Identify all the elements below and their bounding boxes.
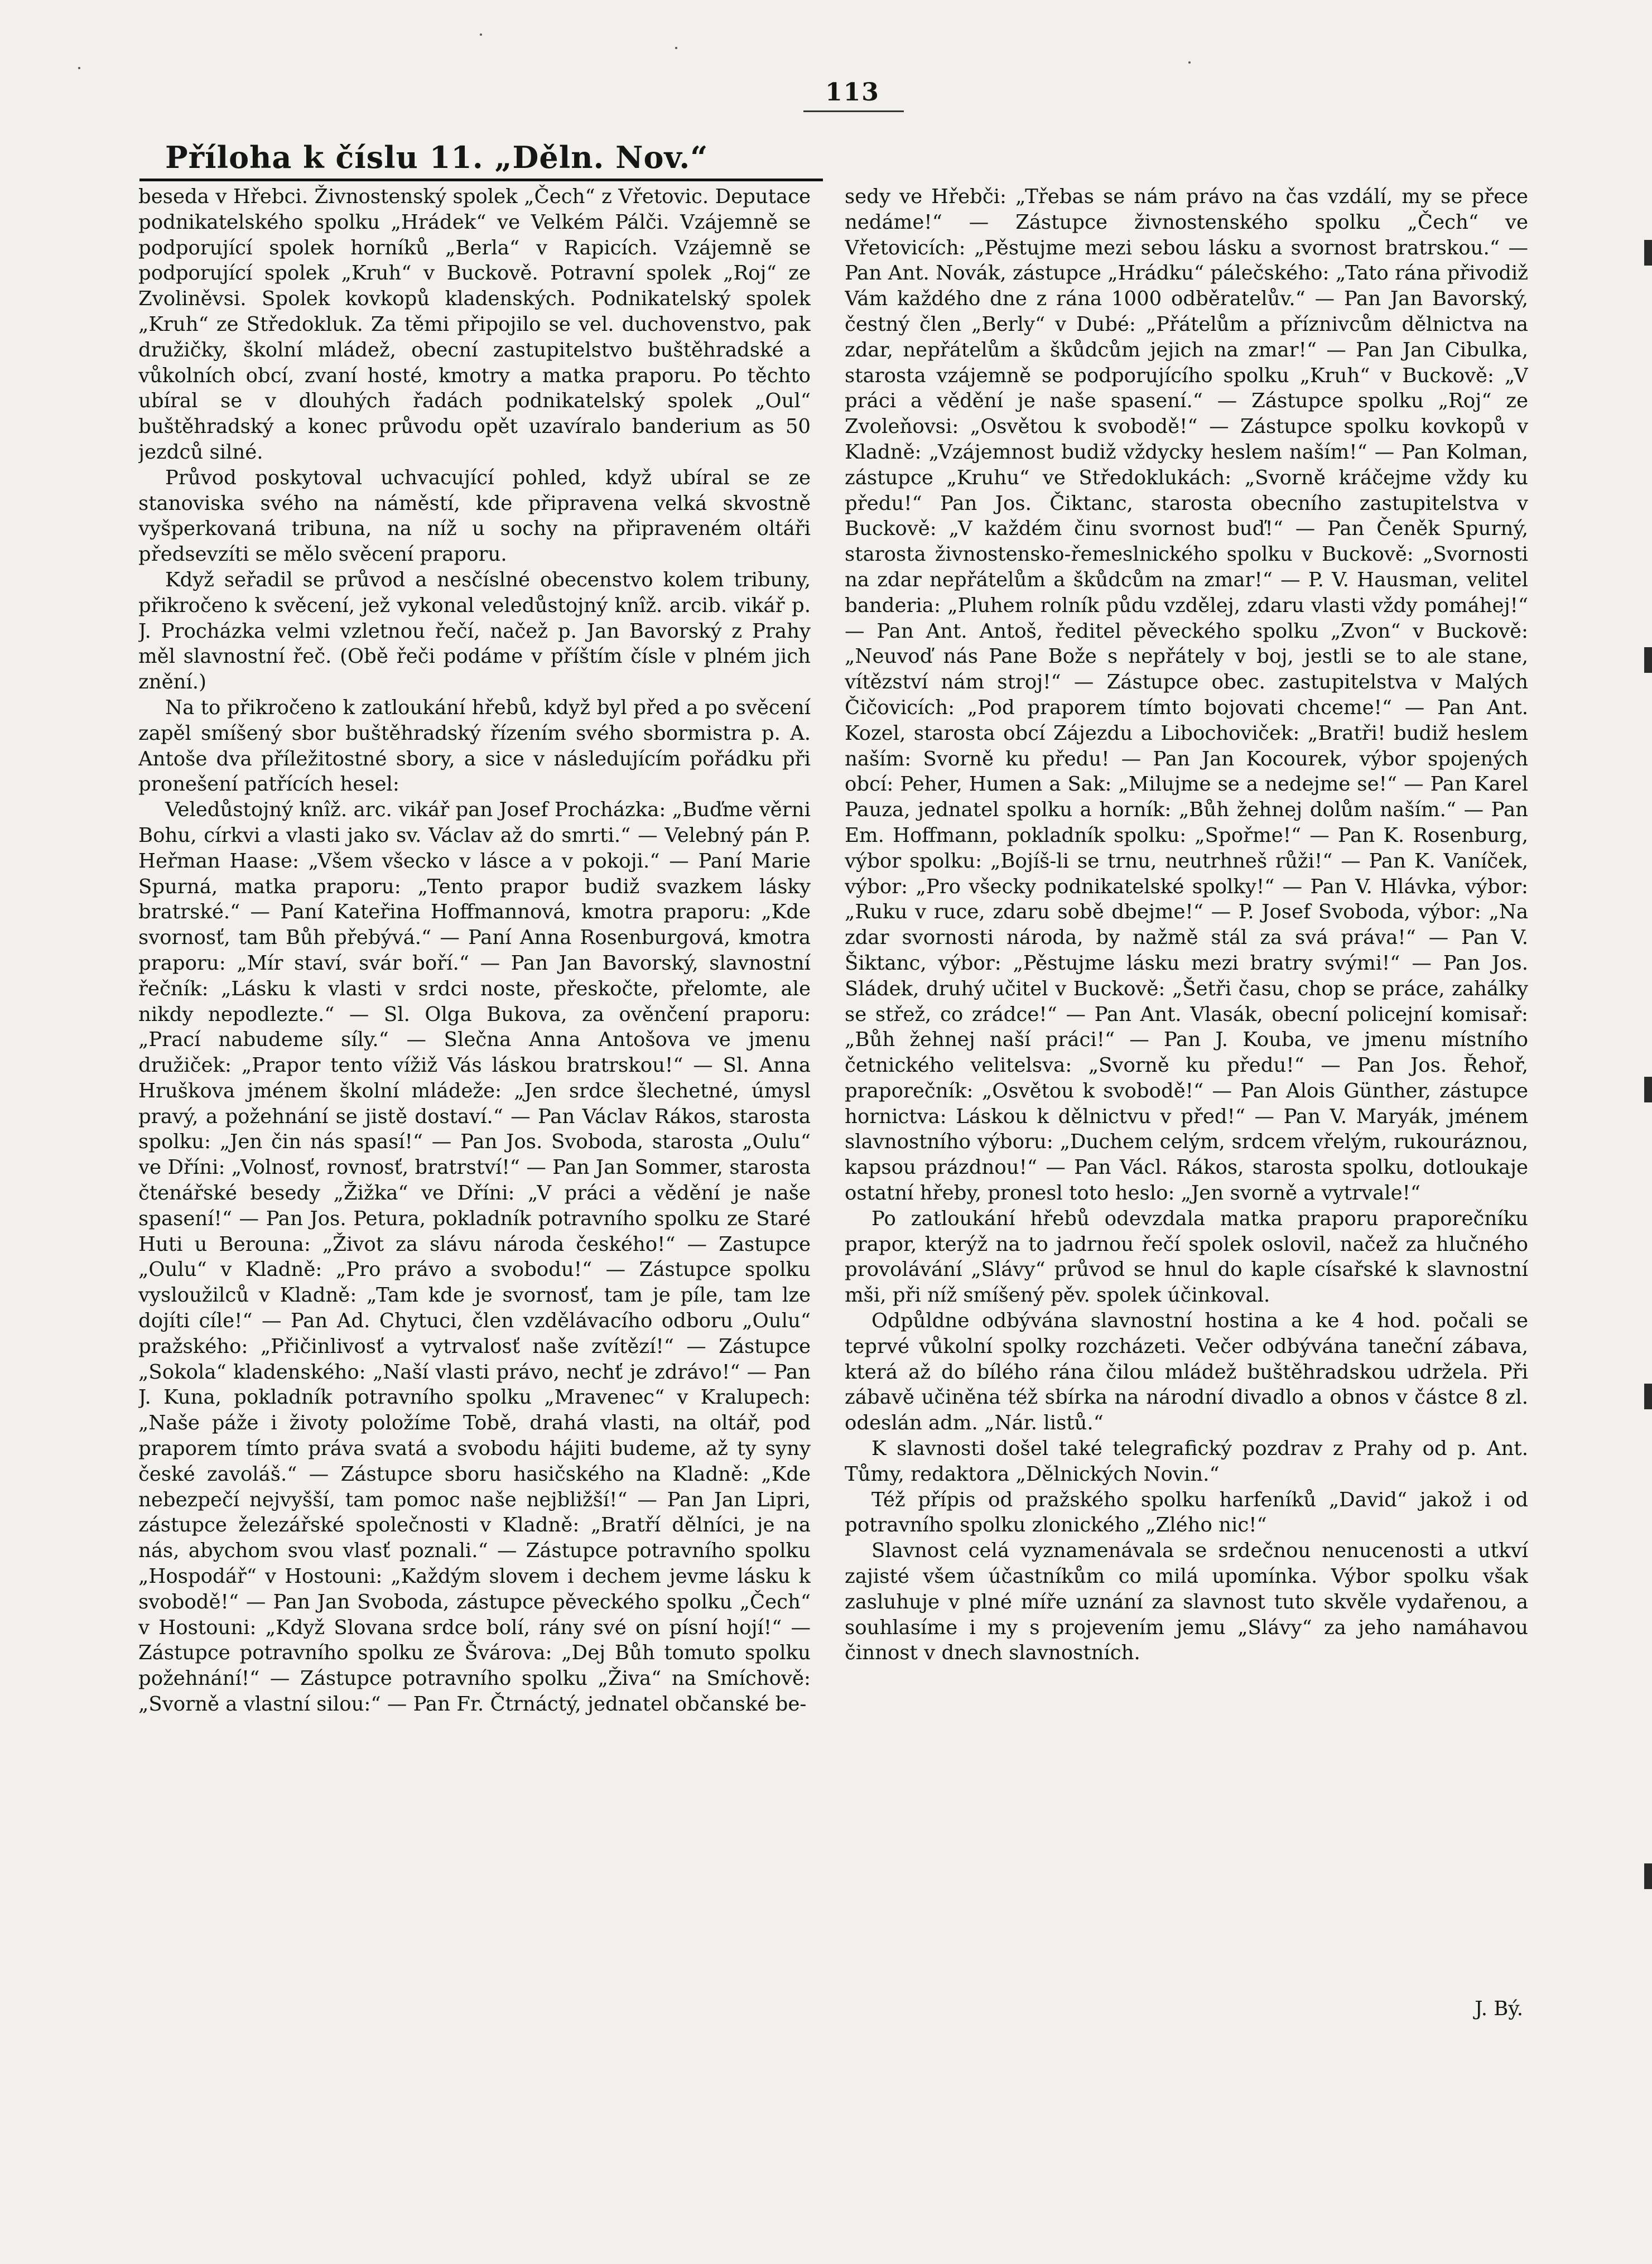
scan-speck [78,67,80,69]
page-number-rule [803,110,904,112]
author-signature: J. Bý. [1475,1997,1523,2020]
left-paragraph-5: Veledůstojný knîž. arc. vikář pan Josef Procházka: „Buďme věrni Bohu, církvi a vlasti jako sv. Václav až do smrti.“ — Velebný pán P. Heřman Haase: „Všem všecko v lásce a v pokoji.“ — Paní Marie Spurná, matka praporu: „Tento prapor budiž svazkem lásky bratrské.“ — Paní Kateřina Hoffmannová, kmotra praporu: „Kde svornosť, tam Bůh přebývá.“ — Paní Anna Rosenburgová, kmotra praporu: „Mír staví, svár boří.“ — Pan Jan Bavorský, slavnostní řečník: „Lásku k vlasti v srdci noste, přeskočte, přelomte, ale nikdy nepodlezte.“ — Sl. Olga Bukova, za ověnčení praporu: „Prací nabudeme síly.“ — Slečna Anna Antošova ve jmenu družiček: „Prapor tento vížiž Vás láskou bratrskou!“ — Sl. Anna Hruškova jménem školní mládeže: „Jen srdce šlechetné, úmysl pravý, a požehnání se jistě dostaví.“ — Pan Václav Rákos, starosta spolku: „Jen čin nás spasí!“ — Pan Jos. Svoboda, starosta „Oulu“ ve Dříni: „Volnosť, rovnosť, bratrství!“ — Pan Jan Sommer, starosta čtenářské besedy „Žižka“ ve Dříni: „V práci a vědění je naše spasení!“ — Pan Jos. Petura, pokladník potravního spolku ze Staré Huti u Berouna: „Život za slávu národa českého!“ — Zastupce „Oulu“ v Kladně: „Pro právo a svobodu!“ — Zástupce spolku vysloužilců v Kladně: „Tam kde je svornosť, tam je píle, tam lze dojíti cíle!“ — Pan Ad. Chytuci, člen vzdělávacího odboru „Oulu“ pražského: „Přičinlivosť a vytrvalosť naše zvítězí!“ — Zástupce „Sokola“ kladenského: „Naší vlasti právo, nechť je zdrávo!“ — Pan J. Kuna, pokladník potravního spolku „Mravenec“ v Kralupech: „Naše páže i životy položíme Tobě, drahá vlasti, na oltář, pod praporem tímto práva svatá a svobodu hájiti budeme, až ty syny české zavoláš.“ — Zástupce sboru hasičského na Kladně: „Kde nebezpečí nejvyšší, tam pomoc naše nejbližší!“ — Pan Jan Lipri, zástupce železářské společnosti v Kladně: „Bratří dělníci, je na nás, abychom svou vlasť poznali.“ — Zástupce potravního spolku „Hospodář“ v Hostouni: „Každým slovem i dechem jevme lásku k svobodě!“ — Pan Jan Svoboda, zástupce pěveckého spolku „Čech“ v Hostouni: „Když Slovana srdce bolí, rány své on písní hojí!“ — Zástupce potravního spolku ze Švárova: „Dej Bůh tomuto spolku požehnání!“ — Zástupce potravního spolku „Živa“ na Smíchově: „Svorně a vlastní silou:“ — Pan Fr. Čtrnáctý, jednatel občanské be- [138,798,811,1716]
scan-edge-mark [1644,1384,1652,1409]
left-column [138,184,811,2170]
scan-speck [480,33,482,36]
right-paragraph-5: Též přípis od pražského spolku harfeníků „David“ jakož i od potravního spolku zlonického „Zlého nic!“ [845,1488,1528,1537]
title-rule [139,179,823,181]
scan-edge-mark [1644,1863,1652,1889]
left-paragraph-2: Průvod poskytoval uchvacující pohled, když ubíral se ze stanoviska svého na náměstí, kde připravena velká skvostně vyšperkovaná tribuna, na níž u sochy na připraveném oltáři předsevzíti se mělo svěcení praporu. [138,466,811,566]
right-paragraph-6: Slavnost celá vyznamenávala se srdečnou nenucenosti a utkví zajisté všem účastníkům co milá upomínka. Výbor spolku však zasluhuje v plné míře uznání za slavnost tuto skvěle vydařenou, a souhlasíme i my s projevením jemu „Slávy“ za jeho namáhavou činnost v dnech slavnostních. [845,1539,1528,1665]
right-column [845,184,1528,2170]
right-paragraph-4: K slavnosti došel také telegrafický pozdrav z Prahy od p. Ant. Tůmy, redaktora „Dělnických Novin.“ [845,1437,1528,1486]
right-paragraph-2: Po zatloukání hřebů odevzdala matka praporu praporečníku prapor, kterýž na to jadrnou řečí spolek oslovil, načež za hlučného provolávání „Slávy“ průvod se hnul do kaple císařské k slavnostní mši, při níž smíšený pěv. spolek účinkoval. [845,1207,1528,1307]
page-number: 113 [825,78,880,107]
left-paragraph-3: Když seřadil se průvod a nesčíslné obecenstvo kolem tribuny, přikročeno k svěcení, jež vykonal veledůstojný knîž. arcib. vikář p. J. Procházka velmi vzletnou řečí, načež p. Jan Bavorský z Prahy měl slavnostní řeč. (Obě řeči podáme v příštím čísle v plném jich znění.) [138,568,811,694]
right-paragraph-1: sedy ve Hřebči: „Třebas se nám právo na čas vzdálí, my se přece nedáme!“ — Zástupce živnostenského spolku „Čech“ ve Vřetovicích: „Pěstujme mezi sebou lásku a svornost bratrskou.“ — Pan Ant. Novák, zástupce „Hrádku“ pálečského: „Tato rána přivodiž Vám každého dne z rána 1000 odběratelův.“ — Pan Jan Bavorský, čestný člen „Berly“ v Dubé: „Přátelům a příznivcům dělnictva na zdar, nepřátelům a škůdcům jejich na zmar!“ — Pan Jan Cibulka, starosta vzájemně se podporujícího spolku „Kruh“ v Buckově: „V práci a vědění je naše spasení.“ — Zástupce spolku „Roj“ ze Zvoleňovsi: „Osvětou k svobodě!“ — Zástupce spolku kovkopů v Kladně: „Vzájemnost budiž vždycky heslem naším!“ — Pan Kolman, zástupce „Kruhu“ ve Středoklukách: „Svorně kráčejme vždy ku předu!“ Pan Jos. Čiktanc, starosta obecního zastupitelstva v Buckově: „V každém činu svornost buď!“ — Pan Čeněk Spurný, starosta živnostensko-řemeslnického spolku v Buckově: „Svornosti na zdar nepřátelům a škůdcům na zmar!“ — P. V. Hausman, velitel banderia: „Pluhem rolník půdu vzdělej, zdaru vlasti vždy pomáhej!“ — Pan Ant. Antoš, ředitel pěveckého spolku „Zvon“ v Buckově: „Neuvoď nás Pane Bože s nepřátely v boj, jestli se to ale stane, vítězství nám stroj!“ — Zástupce obec. zastupitelstva v Malých Čičovicích: „Pod praporem tímto bojovati chceme!“ — Pan Ant. Kozel, starosta obcí Zájezdu a Libochoviček: „Bratři! budiž heslem naším: Svorně ku předu! — Pan Jan Kocourek, výbor spojených obcí: Peher, Humen a Sak: „Milujme se a nedejme se!“ — Pan Karel Pauza, jednatel spolku a horník: „Bůh žehnej dolům naším.“ — Pan Em. Hoffmann, pokladník spolku: „Spořme!“ — Pan K. Rosenburg, výbor spolku: „Bojíš-li se trnu, neutrhneš růži!“ — Pan K. Vaníček, výbor: „Pro všecky podnikatelské spolky!“ — Pan V. Hlávka, výbor: „Ruku v ruce, zdaru sobě dbejme!“ — P. Josef Svoboda, výbor: „Na zdar svornosti národa, by nažmě stál za svá práva!“ — Pan V. Šiktanc, výbor: „Pěstujme lásku mezi bratry svými!“ — Pan Jos. Sládek, druhý učitel v Buckově: „Šetři času, chop se práce, zahálky se střež, co zrádce!“ — Pan Ant. Vlasák, obecní policejní komisař: „Bůh žehnej naší práci!“ — Pan J. Kouba, ve jmenu místního četnického velitelsva: „Svorně ku předu!“ — Pan Jos. Řehoř, praporečník: „Osvětou k svobodě!“ — Pan Alois Günther, zástupce hornictva: Láskou k dělnictvu v před!“ — Pan V. Maryák, jménem slavnostního výboru: „Duchem celým, srdcem vřelým, rukouráznou, kapsou prázdnou!“ — Pan Václ. Rákos, starosta spolku, dotloukaje ostatní hřeby, pronesl toto heslo: „Jen svorně a vytrvale!“ [845,185,1528,1205]
right-paragraph-3: Odpůldne odbývána slavnostní hostina a ke 4 hod. počali se teprvé vůkolní spolky rozcházeti. Večer odbývána taneční zábava, která až do bílého rána čilou mládež buštěhradskou udržela. Při zábavě učiněna též sbírka na národní divadlo a obnos v částce 8 zl. odeslán adm. „Nár. listů.“ [845,1309,1528,1435]
scan-edge-mark [1644,647,1652,673]
left-paragraph-1: beseda v Hřebci. Živnostenský spolek „Čech“ z Vřetovic. Deputace podnikatelského spolku „Hrádek“ ve Velkém Pálči. Vzájemně se podporující spolek horníků „Berla“ v Rapicích. Vzájemně se podporující spolek „Kruh“ v Buckově. Potravní spolek „Roj“ ze Zvoliněvsi. Spolek kovkopů kladenských. Podnikatelský spolek „Kruh“ ze Středokluk. Za těmi připojilo se vel. duchovenstvo, pak družičky, školní mládež, obecní zastupitelstvo buštěhradské a vůkolních obcí, zvaní hosté, kmotry a matka praporu. Po těchto ubíral se v dlouhých řadách podnikatelský spolek „Oul“ buštěhradský a konec průvodu opět uzavíralo banderium as 50 jezdců silné. [138,185,811,464]
scan-speck [675,47,677,49]
scan-edge-mark [1644,240,1652,266]
left-paragraph-4: Na to přikročeno k zatloukání hřebů, když byl před a po svěcení zapěl smíšený sbor buštěhradský řízením svého sbormistra p. A. Antoše dva příležitostné sbory, a sice v následujícím pořádku při pronešení patřících hesel: [138,696,811,796]
scan-speck [1188,61,1191,64]
scan-edge-mark [1644,1077,1652,1102]
supplement-title: Příloha k číslu 11. „Děln. Nov.“ [165,139,709,175]
